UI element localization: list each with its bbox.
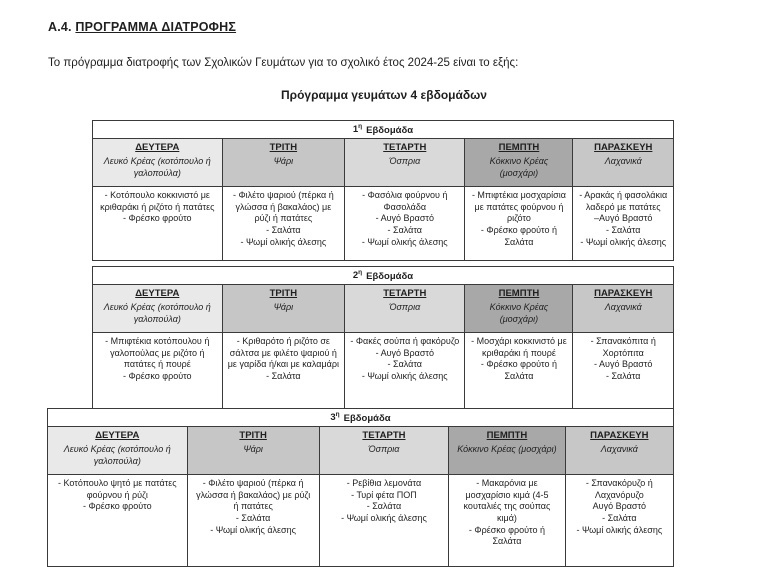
- week-2-thursday-header: [465, 285, 573, 333]
- week-3-word: Εβδομάδα: [343, 412, 391, 424]
- day-name: ΠΕΜΠΤΗ: [498, 142, 540, 153]
- menu-item: - Σπανακόπιτα ή Χορτόπιτα: [590, 336, 656, 358]
- menu-item: - Φρέσκο φρούτο: [83, 501, 152, 512]
- week-3-wednesday-menu: [319, 475, 449, 567]
- week-1-tuesday-menu: [222, 187, 345, 261]
- day-subtitle: Όσπρια: [389, 301, 421, 312]
- day-name: ΤΡΙΤΗ: [269, 288, 298, 299]
- week-2-monday-header: [93, 285, 223, 333]
- week-3-monday-menu: [48, 475, 188, 567]
- menu-item: - Ψωμί ολικής άλεσης: [576, 524, 663, 535]
- week-2-ordinal: η: [358, 269, 363, 277]
- week-3-wednesday-header: [319, 427, 449, 475]
- week-1-friday-header: [573, 139, 674, 187]
- week-1-word: Εβδομάδα: [366, 124, 414, 136]
- day-subtitle: Λαχανικά: [604, 155, 642, 166]
- week-3-monday-header: [48, 427, 188, 475]
- week-1-wednesday-header: [345, 139, 465, 187]
- menu-item: - Μακαρόνια με μοσχαρίσιο κιμά (4-5 κουταλιές της σούπας κιμά): [463, 478, 551, 524]
- intro-paragraph: Το πρόγραμμα διατροφής των Σχολικών Γευμάτων για το σχολικό έτος 2024-25 είναι το εξής:: [48, 57, 519, 69]
- menu-item: - Φρέσκο φρούτο ή Σαλάτα: [468, 524, 545, 547]
- week-3-table: [47, 408, 674, 567]
- menu-item: - Φιλέτο ψαριού (πέρκα ή γλώσσα ή βακαλάος) με ρύζι ή πατάτες: [196, 478, 311, 512]
- day-name: ΠΑΡΑΣΚΕΥΗ: [594, 288, 653, 299]
- day-name: ΔΕΥΤΕΡΑ: [135, 288, 180, 299]
- week-2-table: [92, 266, 674, 409]
- week-3-thursday-menu: [449, 475, 565, 567]
- week-2-friday-menu: [573, 333, 674, 409]
- week-1-title: [93, 121, 674, 139]
- menu-item: - Ψωμί ολικής άλεσης: [580, 236, 667, 247]
- day-name: ΠΕΜΠΤΗ: [498, 288, 540, 299]
- week-2-monday-menu: [93, 333, 223, 409]
- week-1-friday-menu: [573, 187, 674, 261]
- day-name: ΠΑΡΑΣΚΕΥΗ: [594, 142, 653, 153]
- day-subtitle: Ψάρι: [273, 301, 294, 312]
- week-2-friday-header: [573, 285, 674, 333]
- week-1-wednesday-menu: [345, 187, 465, 261]
- week-3-tuesday-menu: [187, 475, 319, 567]
- menu-item: - Κοτόπουλο κοκκινιστό με κριθαράκι ή ριζότο ή πατάτες: [100, 190, 215, 212]
- menu-item: - Σπανακόρυζο ή Λαχανόρυζο: [585, 478, 653, 500]
- day-subtitle: Ψάρι: [243, 443, 263, 454]
- day-subtitle: Λαχανικά: [604, 301, 642, 312]
- week-2-title: [93, 267, 674, 285]
- menu-item: - Σαλάτα: [606, 371, 641, 382]
- week-1-table: [92, 120, 674, 261]
- week-2-tuesday-header: [222, 285, 345, 333]
- menu-item: - Φρέσκο φρούτο ή Σαλάτα: [480, 359, 557, 382]
- section-title: [48, 20, 236, 34]
- week-3-tuesday-header: [187, 427, 319, 475]
- week-3-thursday-header: [449, 427, 565, 475]
- day-name: ΠΕΜΠΤΗ: [486, 430, 528, 441]
- day-subtitle: Όσπρια: [368, 443, 400, 454]
- day-subtitle: Λευκό Κρέας (κοτόπουλο ή γαλοπούλα): [103, 301, 211, 324]
- menu-item: - Φασόλια φούρνου ή Φασολάδα: [362, 190, 448, 212]
- day-subtitle: Όσπρια: [389, 155, 421, 166]
- menu-item: - Σαλάτα: [387, 359, 422, 370]
- week-2-word: Εβδομάδα: [366, 270, 414, 282]
- day-subtitle: Λαχανικά: [600, 443, 638, 454]
- week-1-monday-menu: [93, 187, 223, 261]
- week-1-number: 1: [352, 124, 359, 136]
- day-subtitle: Λευκό Κρέας (κοτόπουλο ή γαλοπούλα): [63, 443, 171, 466]
- week-1-thursday-menu: [465, 187, 573, 261]
- menu-item: - Αυγό Βραστό: [375, 213, 434, 224]
- menu-item: - Μπιφτέκια μοσχαρίσια με πατάτες φούρνου ή ριζότο: [471, 190, 566, 224]
- menu-item: - Σαλάτα: [266, 225, 301, 236]
- section-number: Α.4.: [48, 20, 72, 34]
- menu-item: - Αρακάς ή φασολάκια λαδερό με πατάτες: [579, 190, 668, 212]
- menu-item: - Φιλέτο ψαριού (πέρκα ή γλώσσα ή βακαλάος) με ρύζι ή πατάτες: [232, 190, 334, 224]
- menu-item: - Σαλάτα: [606, 225, 641, 236]
- day-name: ΠΑΡΑΣΚΕΥΗ: [590, 430, 649, 441]
- week-2-tuesday-menu: [222, 333, 345, 409]
- week-3-title: [48, 409, 674, 427]
- week-3-friday-header: [565, 427, 673, 475]
- menu-item: - Σαλάτα: [366, 501, 402, 512]
- menu-item: - Ψωμί ολικής άλεσης: [361, 371, 448, 382]
- week-1-monday-header: [93, 139, 223, 187]
- day-subtitle: Λευκό Κρέας (κοτόπουλο ή γαλοπούλα): [103, 155, 211, 178]
- menu-item: - Σαλάτα: [266, 371, 301, 382]
- day-subtitle: Ψάρι: [273, 155, 294, 166]
- week-3-ordinal: η: [335, 411, 340, 419]
- week-1-thursday-header: [465, 139, 573, 187]
- menu-item: - Ψωμί ολικής άλεσης: [210, 524, 296, 535]
- menu-item: - Φρέσκο φρούτο: [122, 213, 192, 224]
- week-1-tuesday-header: [222, 139, 345, 187]
- day-name: ΤΡΙΤΗ: [269, 142, 298, 153]
- program-title: Πρόγραμμα γευμάτων 4 εβδομάδων: [281, 88, 487, 102]
- day-subtitle: Κόκκινο Κρέας (μοσχάρι): [489, 155, 549, 178]
- week-1-ordinal: η: [358, 123, 363, 131]
- menu-item: - Φρέσκο φρούτο ή Σαλάτα: [480, 225, 557, 247]
- menu-item: - Φακές σούπα ή φακόρυζο: [350, 336, 460, 346]
- day-subtitle: Κόκκινο Κρέας (μοσχάρι): [457, 443, 557, 454]
- menu-item: –Αυγό Βραστό: [594, 213, 653, 224]
- menu-item: - Αυγό Βραστό: [594, 359, 653, 370]
- menu-item: - Ρεβίθια λεμονάτα: [346, 478, 422, 488]
- menu-item: - Κοτόπουλο ψητό με πατάτες φούρνου ή ρύζι: [58, 478, 177, 500]
- menu-item: - Σαλάτα: [602, 513, 637, 524]
- menu-item: - Σαλάτα: [387, 225, 422, 236]
- day-name: ΤΕΤΑΡΤΗ: [383, 142, 427, 153]
- menu-item: - Μοσχάρι κοκκινιστό με κριθαράκι ή πουρέ: [471, 336, 567, 358]
- week-3-number: 3: [330, 412, 336, 424]
- menu-item: - Μπιφτέκια κοτόπουλου ή γαλοπούλας με ριζότο ή πατάτες ή πουρέ: [105, 336, 210, 370]
- menu-item: - Ψωμί ολικής άλεσης: [361, 236, 448, 247]
- week-2-wednesday-header: [345, 285, 465, 333]
- menu-item: - Φρέσκο φρούτο: [122, 371, 192, 382]
- menu-item: - Τυρί φέτα ΠΟΠ: [351, 489, 417, 500]
- menu-item: - Κριθαρότο ή ριζότο σε σάλτσα με φιλέτο ψαριού ή με γαρίδα ή/και με καλαμάρι: [227, 336, 339, 370]
- menu-item: - Ψωμί ολικής άλεσης: [240, 236, 327, 247]
- day-name: ΤΡΙΤΗ: [239, 430, 267, 441]
- menu-item: Αυγό Βραστό: [592, 501, 647, 512]
- week-2-wednesday-menu: [345, 333, 465, 409]
- day-subtitle: Κόκκινο Κρέας (μοσχάρι): [489, 301, 549, 324]
- day-name: ΤΕΤΑΡΤΗ: [383, 288, 427, 299]
- day-name: ΤΕΤΑΡΤΗ: [362, 430, 406, 441]
- week-3-friday-menu: [565, 475, 673, 567]
- menu-item: - Σαλάτα: [235, 513, 271, 524]
- day-name: ΔΕΥΤΕΡΑ: [95, 430, 140, 441]
- day-name: ΔΕΥΤΕΡΑ: [135, 142, 180, 153]
- section-title-text: ΠΡΟΓΡΑΜΜΑ ΔΙΑΤΡΟΦΗΣ: [75, 20, 237, 34]
- menu-item: - Ψωμί ολικής άλεσης: [341, 513, 427, 524]
- week-2-thursday-menu: [465, 333, 573, 409]
- week-2-number: 2: [352, 270, 359, 282]
- menu-item: - Αυγό Βραστό: [375, 347, 434, 358]
